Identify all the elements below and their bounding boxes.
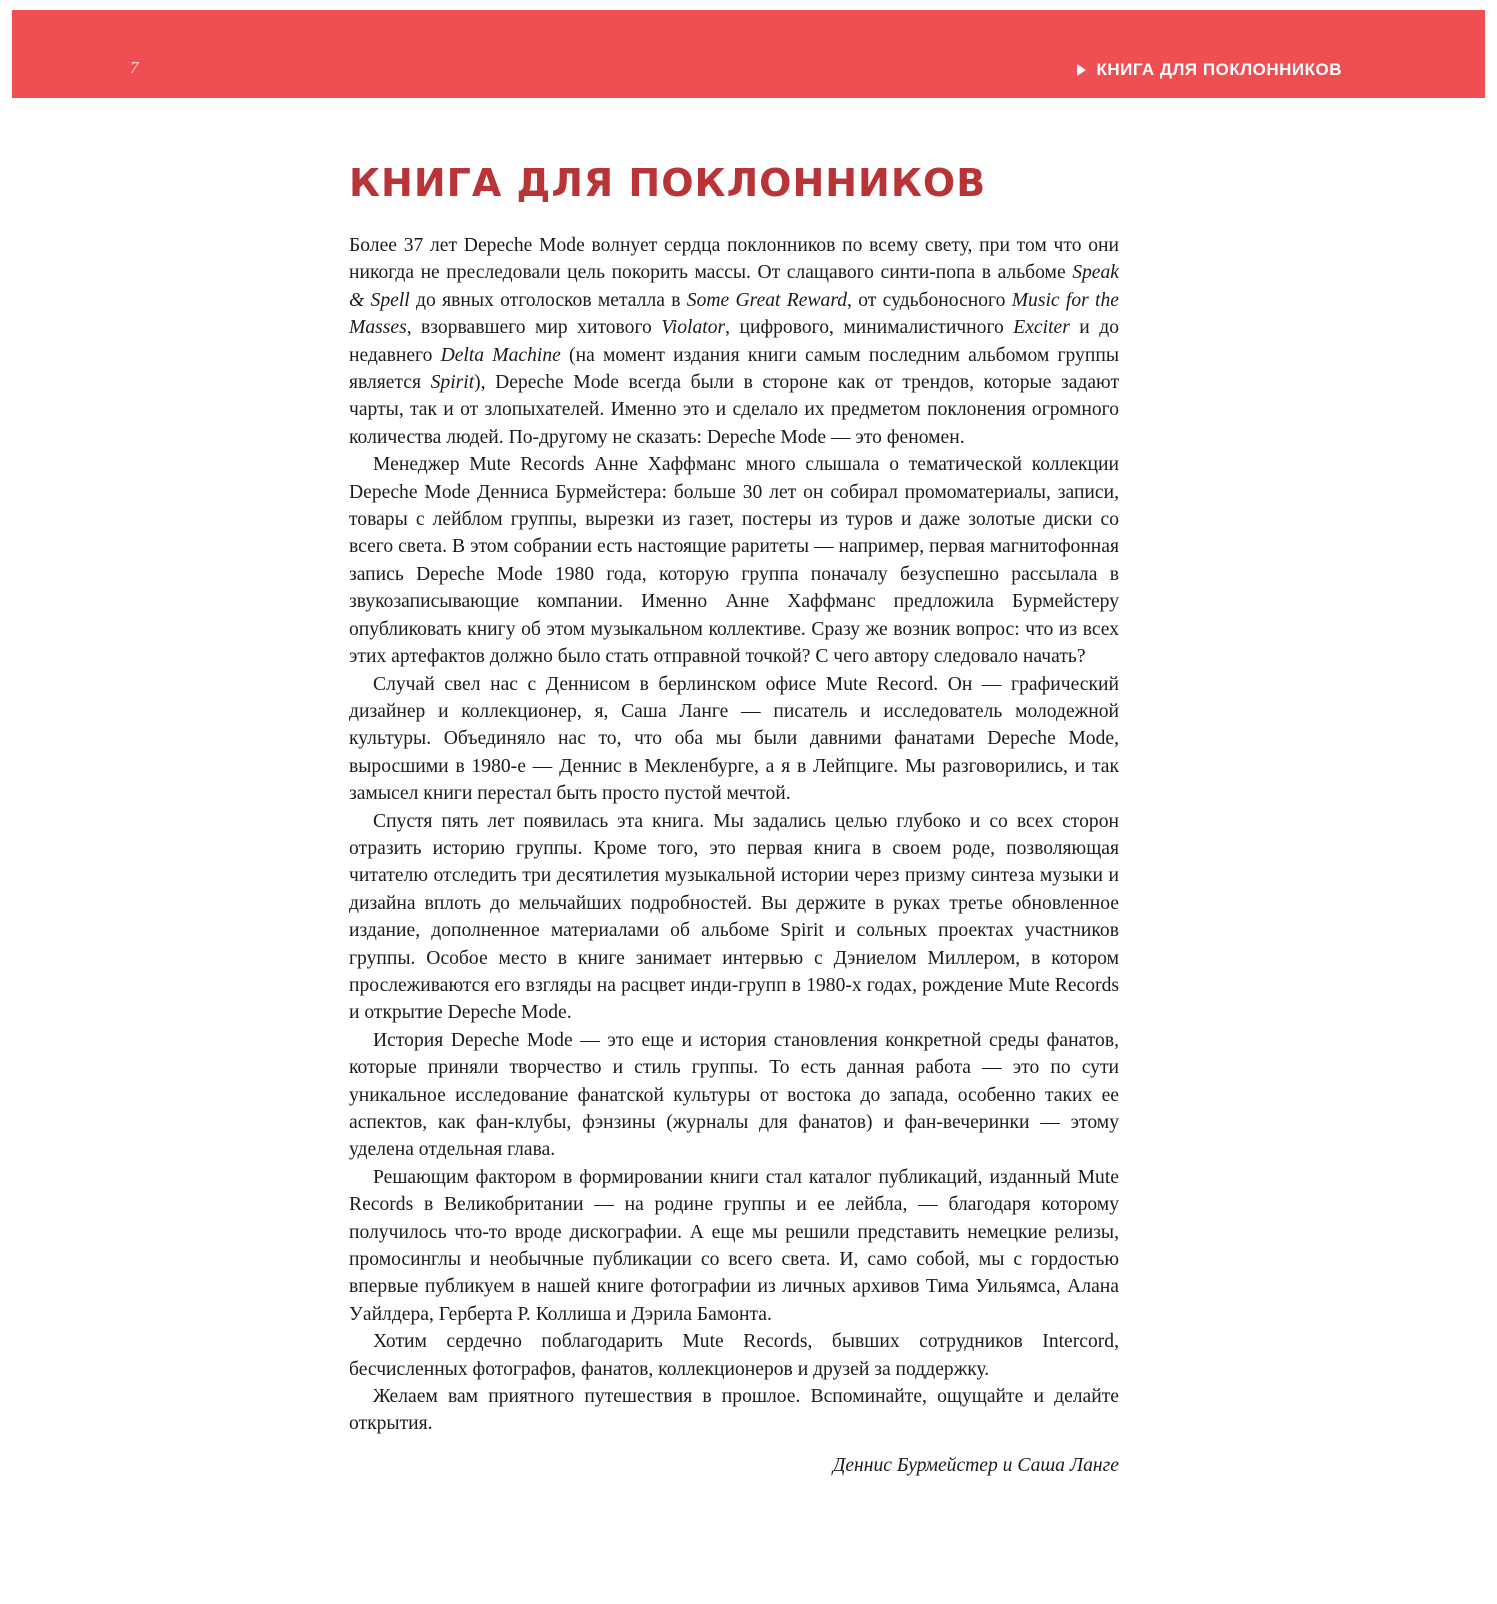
running-head-label: КНИГА ДЛЯ ПОКЛОННИКОВ bbox=[1096, 60, 1342, 79]
page-title: КНИГА ДЛЯ ПОКЛОННИКОВ bbox=[349, 161, 987, 205]
p1-text-3: , от судьбоносного bbox=[847, 289, 1012, 311]
p1-text-5: , цифрового, минималистичного bbox=[725, 317, 1014, 339]
p1-text-6: и до недавнего bbox=[349, 317, 1119, 366]
p1-text-1: Более 37 лет Depeche Mode волнует сердца поклонников по всему свету, при том что они никогда не преследовали цель покорить массы. От слащавого синти-попа в альбоме bbox=[349, 235, 1119, 284]
article bbox=[349, 160, 1119, 1479]
triangle-right-icon bbox=[1077, 64, 1086, 76]
album-title-some-great-reward: Some Great Reward bbox=[686, 289, 848, 311]
album-title-music-for-the-masses: Music for the Masses bbox=[349, 289, 1119, 339]
album-title-violator: Violator bbox=[661, 317, 726, 339]
p1-text-8: ), Depeche Mode всегда были в стороне как от трендов, которые задают чарты, так и от злопыхателей. Именно это и сделало их предметом поклонения огромного количества людей. По-другому не сказать: Depeche Mode — это феномен. bbox=[349, 372, 1120, 448]
paragraph-6: Решающим фактором в формировании книги стал каталог публикаций, изданный Mute Records в Великобритании — на родине группы и ее лейбла, — благодаря которому получилось что-то вроде дискографии. А еще мы решили представить немецкие релизы, промосинглы и необычные публикации со всего света. И, само собой, мы с гордостью впервые публикуем в нашей книге фотографии из личных архивов Тима Уильямса, Алана Уайлдера, Герберта Р. Коллиша и Дэрила Бамонта. bbox=[349, 1166, 1119, 1325]
article-body bbox=[349, 232, 1119, 1438]
paragraph-7: Хотим сердечно поблагодарить Mute Records, бывших сотрудников Intercord, бесчисленных фотографов, фанатов, коллекционеров и друзей за поддержку. bbox=[349, 1331, 1119, 1380]
album-title-exciter: Exciter bbox=[1013, 317, 1070, 339]
paragraph-4: Спустя пять лет появилась эта книга. Мы задались целью глубоко и со всех сторон отразить историю группы. Кроме того, это первая книга в своем роде, позволяющая читателю отследить три десятилетия музыкальной истории через призму синтеза музыки и дизайна вплоть до мельчайших подробностей. Вы держите в руках третье обновленное издание, дополненное материалами об альбоме Spirit и сольных проектах участников группы. Особое место в книге занимает интервью с Дэниелом Миллером, в котором прослеживаются его взгляды на расцвет инди-групп в 1980-х годах, рождение Mute Records и открытие Depeche Mode. bbox=[349, 810, 1119, 1024]
paragraph-3: Случай свел нас с Деннисом в берлинском офисе Mute Record. Он — графический дизайнер и коллекционер, я, Саша Ланге — писатель и исследователь молодежной культуры. Объединяло нас то, что оба мы были давними фанатами Depeche Mode, выросшими в 1980-е — Деннис в Мекленбурге, а я в Лейпциге. Мы разговорились, и так замысел книги перестал быть просто пустой мечтой. bbox=[349, 673, 1119, 805]
paragraph-2: Менеджер Mute Records Анне Хаффманс много слышала о тематической коллекции Depeche Mode Денниса Бурмейстера: больше 30 лет он собирал промоматериалы, записи, товары с лейблом группы, вырезки из газет, постеры из туров и даже золотые диски со всего света. В этом собрании есть настоящие раритеты — например, первая магнитофонная запись Depeche Mode 1980 года, которую группа поначалу безуспешно рассылала в звукозаписывающие компании. Именно Анне Хаффманс предложила Бурмейстеру опубликовать книгу об этом музыкальном коллективе. Сразу же возник вопрос: что из всех этих артефактов должно было стать отправной точкой? С чего автору следовало начать? bbox=[349, 454, 1119, 668]
p1-text-4: , взорвавшего мир хитового bbox=[406, 317, 662, 339]
album-title-speak-and-spell: Speak & Spell bbox=[349, 262, 1119, 311]
paragraph-8: Желаем вам приятного путешествия в прошлое. Вспоминайте, ощущайте и делайте открытия. bbox=[349, 1386, 1119, 1435]
paragraph-1 bbox=[349, 232, 1119, 451]
p1-text-7: (на момент издания книги самым последним альбомом группы является bbox=[349, 344, 1119, 394]
page-number: 7 bbox=[130, 58, 139, 77]
author-signature: Деннис Бурмейстер и Саша Ланге bbox=[832, 1454, 1119, 1476]
paragraph-5: История Depeche Mode — это еще и история становления конкретной среды фанатов, которые приняли творчество и стиль группы. То есть данная работа — это по сути уникальное исследование фанатской культуры от востока до запада, особенно таких ее аспектов, как фан-клубы, фэнзины (журналы для фанатов) и фан-вечеринки — этому уделена отдельная глава. bbox=[349, 1029, 1119, 1161]
running-head bbox=[1077, 60, 1342, 80]
album-title-spirit: Spirit bbox=[430, 372, 475, 394]
p1-text-2: до явных отголосков металла в bbox=[409, 289, 687, 311]
header-band bbox=[12, 10, 1485, 98]
album-title-delta-machine: Delta Machine bbox=[440, 344, 561, 366]
